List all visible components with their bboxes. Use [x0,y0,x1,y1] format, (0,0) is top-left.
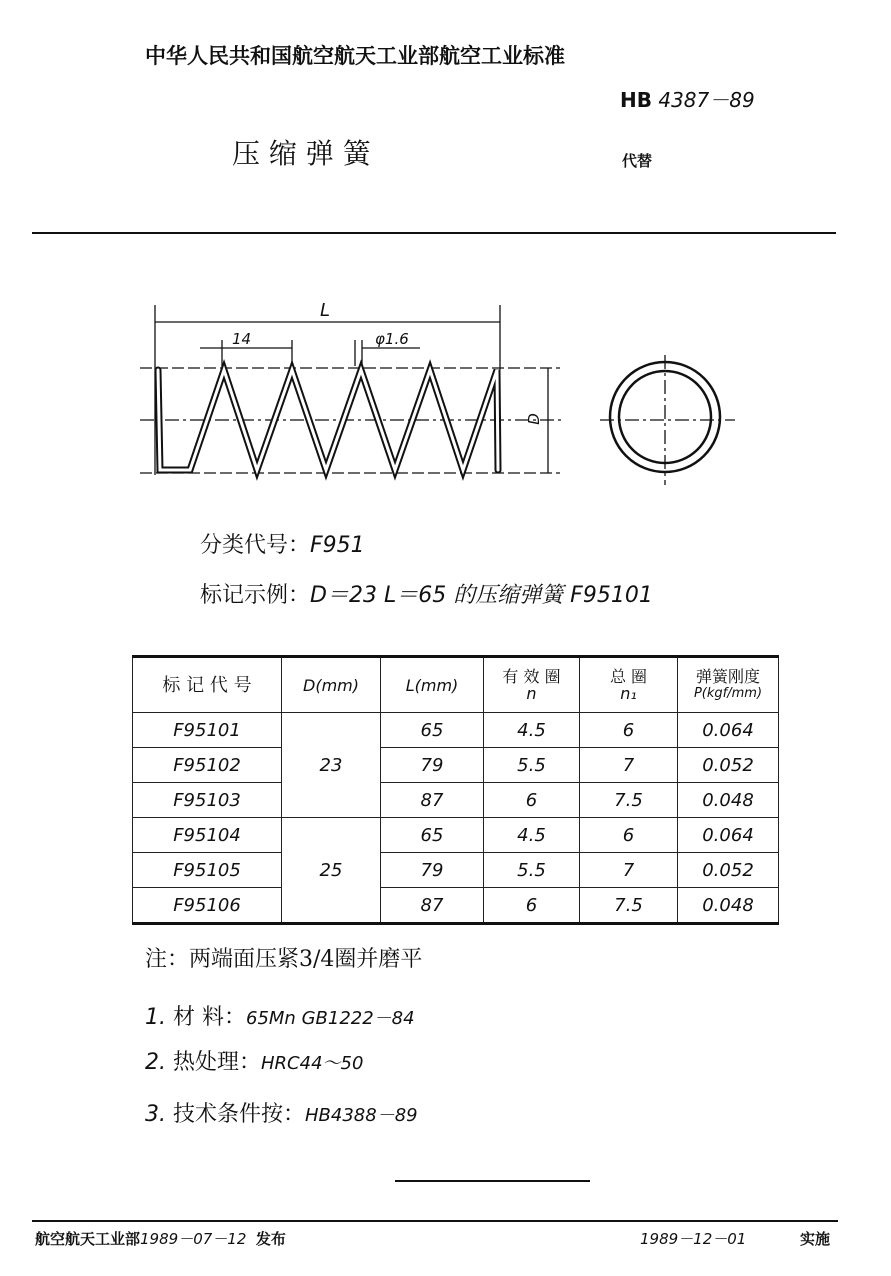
note-label: 材 料： [173,1005,246,1030]
organization-title: 中华人民共和国航空航天工业部航空工业标准 [145,44,565,68]
header-code: 标 记 代 号 [133,657,282,713]
header-main: 弹簧刚度 [695,667,760,686]
std-prefix: HB [620,88,652,112]
footer-issue [35,1228,286,1249]
cell-code: F95105 [133,853,282,888]
classification-label: 分类代号： [200,533,311,558]
cell-total-coils: 7.5 [580,888,678,924]
example-text: D＝23 L＝65 的压缩弹簧 F95101 [310,583,653,608]
note-number: 3. [145,1102,166,1127]
note-item [145,1097,418,1128]
note-value: 65Mn GB1222－84 [246,1008,415,1029]
table-header-row [133,657,779,713]
cell-code: F95103 [133,783,282,818]
wire-diameter-label: φ1.6 [375,330,409,348]
cell-l: 87 [381,783,484,818]
header-sub: n [526,684,537,703]
cell-stiffness: 0.048 [678,888,779,924]
header-main: 有 效 圈 [502,667,561,686]
cell-total-coils: 6 [580,818,678,853]
std-number: 4387－89 [658,88,755,112]
cell-stiffness: 0.048 [678,783,779,818]
issue-label: 发布 [255,1230,286,1248]
table-row [133,713,779,748]
note-value: HB4388－89 [305,1105,418,1126]
header-sub: n₁ [620,684,637,703]
note-item [145,1045,363,1076]
spring-spec-table [132,655,779,925]
cell-l: 87 [381,888,484,924]
effective-date: 1989－12－01 [640,1230,747,1248]
cell-active-coils: 5.5 [484,853,580,888]
cell-active-coils: 6 [484,783,580,818]
table-row [133,888,779,924]
cell-active-coils: 6 [484,888,580,924]
note-label: 技术条件按： [173,1102,306,1127]
note: 注：两端面压紧3/4圈并磨平 [145,947,423,972]
pitch-label: 14 [232,330,252,348]
cell-l: 79 [381,853,484,888]
classification-code [200,528,365,559]
end-rule [395,1180,590,1182]
header-total-coils [580,657,678,713]
standard-number [620,84,755,113]
footer-effective [640,1228,746,1249]
effective-label: 实施 [800,1230,831,1248]
cell-l: 65 [381,713,484,748]
cell-active-coils: 4.5 [484,818,580,853]
spring-drawing [0,290,891,490]
marking-example [200,578,653,609]
cell-active-coils: 5.5 [484,748,580,783]
replaces-label: 代替 [622,152,653,170]
diameter-label: D [524,413,543,425]
cell-stiffness: 0.052 [678,853,779,888]
cell-stiffness: 0.064 [678,713,779,748]
header-main: 总 圈 [609,667,648,686]
cell-l: 79 [381,748,484,783]
cell-total-coils: 6 [580,713,678,748]
note-number: 1. [145,1005,166,1030]
note-value: HRC44～50 [261,1053,364,1074]
note-number: 2. [145,1050,166,1075]
table-row [133,853,779,888]
header-sub: P(kgf/mm) [693,686,763,701]
note-label: 热处理： [173,1050,262,1075]
header-active-coils [484,657,580,713]
cell-stiffness: 0.052 [678,748,779,783]
header-l: L(mm) [381,657,484,713]
issuer: 航空航天工业部 [35,1230,141,1248]
header-stiffness [678,657,779,713]
page-title: 压 缩 弹 簧 [232,137,371,170]
cell-stiffness: 0.064 [678,818,779,853]
cell-code: F95101 [133,713,282,748]
example-label: 标记示例： [200,583,311,608]
cell-active-coils: 4.5 [484,713,580,748]
cell-total-coils: 7.5 [580,783,678,818]
header-divider [32,232,836,234]
classification-value: F951 [310,533,365,558]
cell-code: F95104 [133,818,282,853]
cell-code: F95106 [133,888,282,924]
table-row [133,748,779,783]
cell-code: F95102 [133,748,282,783]
length-label: L [320,300,331,321]
header-d: D(mm) [282,657,381,713]
cell-d: 23 [282,713,381,818]
note-item [145,1000,415,1031]
cell-l: 65 [381,818,484,853]
issue-date: 1989－07－12 [140,1230,247,1248]
footer-divider [32,1220,838,1222]
table-row [133,818,779,853]
table-row [133,783,779,818]
cell-d: 25 [282,818,381,924]
cell-total-coils: 7 [580,853,678,888]
cell-total-coils: 7 [580,748,678,783]
